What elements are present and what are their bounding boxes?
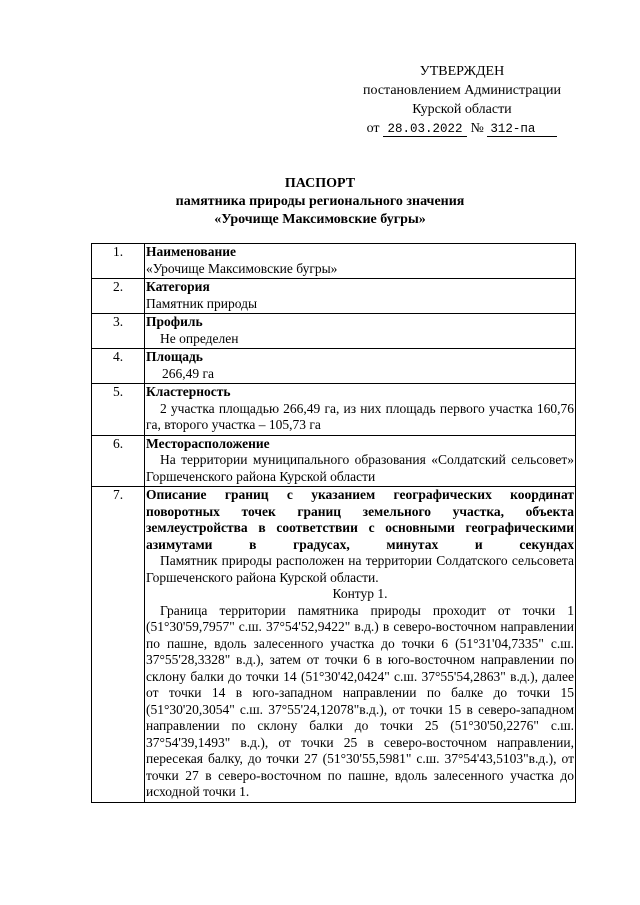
boundary-description: Граница территории памятника природы проходит от точки 1 (51°30'59,7957" с.ш. 37°54'52,9422" в.д.) в северо-восточном направлении по пашне, вдоль залесенного участка до точки 6 (51°31'04,7335" с.ш. 37°55'28,3328" в.д.), затем от точки 6 в юго-восточном направлении по склону балки до точки 14 (51°30'42,0424" с.ш. 37°55'54,2863" в.д.), далее от точки 14 в юго-западном направлении по балке до точки 15 (51°30'20,3054" с.ш. 37°55'24,12078"в.д.), от точки 15 в северо-западном направлении по склону балки до точки 25 (51°30'50,2276" с.ш. 37°54'39,1493" в.д.), от точки 25 в северо-восточном направлении, пересекая балку, до точки 27 (51°30'55,5981" с.ш. 37°54'43,5103"в.д.), от точки 27 в северо-восточном по пашне, вдоль залесенного участка до исходной точки 1. xyxy=(146,602,574,799)
row-content xyxy=(145,279,576,314)
table-row xyxy=(92,435,576,487)
row-content xyxy=(145,349,576,384)
location-intro: Памятник природы расположен на территории Солдатского сельсовета Горшеченского района Курской области. xyxy=(146,553,574,585)
table-row xyxy=(92,384,576,436)
table-row xyxy=(92,487,576,803)
decree-date-line xyxy=(352,119,572,138)
row-content xyxy=(145,384,576,436)
approval-block xyxy=(352,62,572,138)
row-number: 7. xyxy=(92,487,145,803)
date-prefix: от xyxy=(366,121,380,136)
row-heading: Месторасположение xyxy=(146,435,270,451)
row-value: Памятник природы xyxy=(146,295,258,311)
row-number: 5. xyxy=(92,384,145,436)
row-value: 2 участка площадью 266,49 га, из них площадь первого участка 160,76 га, второго участка – 105,73 га xyxy=(146,400,574,432)
row-value: Не определен xyxy=(160,330,239,346)
row-content xyxy=(145,314,576,349)
approved-label: УТВЕРЖДЕН xyxy=(419,64,505,79)
passport-table xyxy=(91,243,576,803)
row-value: На территории муниципального образования «Солдатский сельсовет» Горшеченского района Курской области xyxy=(146,452,574,484)
row-heading: Описание границ с указанием географических координат поворотных точек границ земельного участка, объекта землеустройства в соответствии с основными географическими азимутами в градусах, минутах и секундах xyxy=(146,487,574,552)
title-subtitle: памятника природы регионального значения xyxy=(175,194,465,209)
title-passport: ПАСПОРТ xyxy=(284,176,356,191)
number-sign: № xyxy=(470,121,484,136)
row-value: «Урочище Максимовские бугры» xyxy=(146,260,338,276)
document-title xyxy=(120,175,520,229)
row-value: 266,49 га xyxy=(162,365,215,381)
row-heading: Кластерность xyxy=(146,384,231,399)
row-content xyxy=(145,244,576,279)
region-line: Курской области xyxy=(412,102,512,117)
decree-number: 312-па xyxy=(487,122,557,137)
row-heading: Профиль xyxy=(146,314,203,329)
row-number: 4. xyxy=(92,349,145,384)
row-number: 6. xyxy=(92,435,145,487)
row-heading: Площадь xyxy=(146,349,203,364)
table-row xyxy=(92,349,576,384)
row-number: 3. xyxy=(92,314,145,349)
table-row xyxy=(92,244,576,279)
title-name: «Урочище Максимовские бугры» xyxy=(214,212,426,227)
row-heading: Наименование xyxy=(146,244,236,259)
table-row xyxy=(92,279,576,314)
row-number: 1. xyxy=(92,244,145,279)
row-content xyxy=(145,487,576,803)
row-number: 2. xyxy=(92,279,145,314)
decree-date: 28.03.2022 xyxy=(383,122,467,137)
row-heading: Категория xyxy=(146,279,210,294)
table-row xyxy=(92,314,576,349)
contour-label: Контур 1. xyxy=(332,586,388,601)
row-content xyxy=(145,435,576,487)
approved-by-line: постановлением Администрации xyxy=(363,83,561,98)
